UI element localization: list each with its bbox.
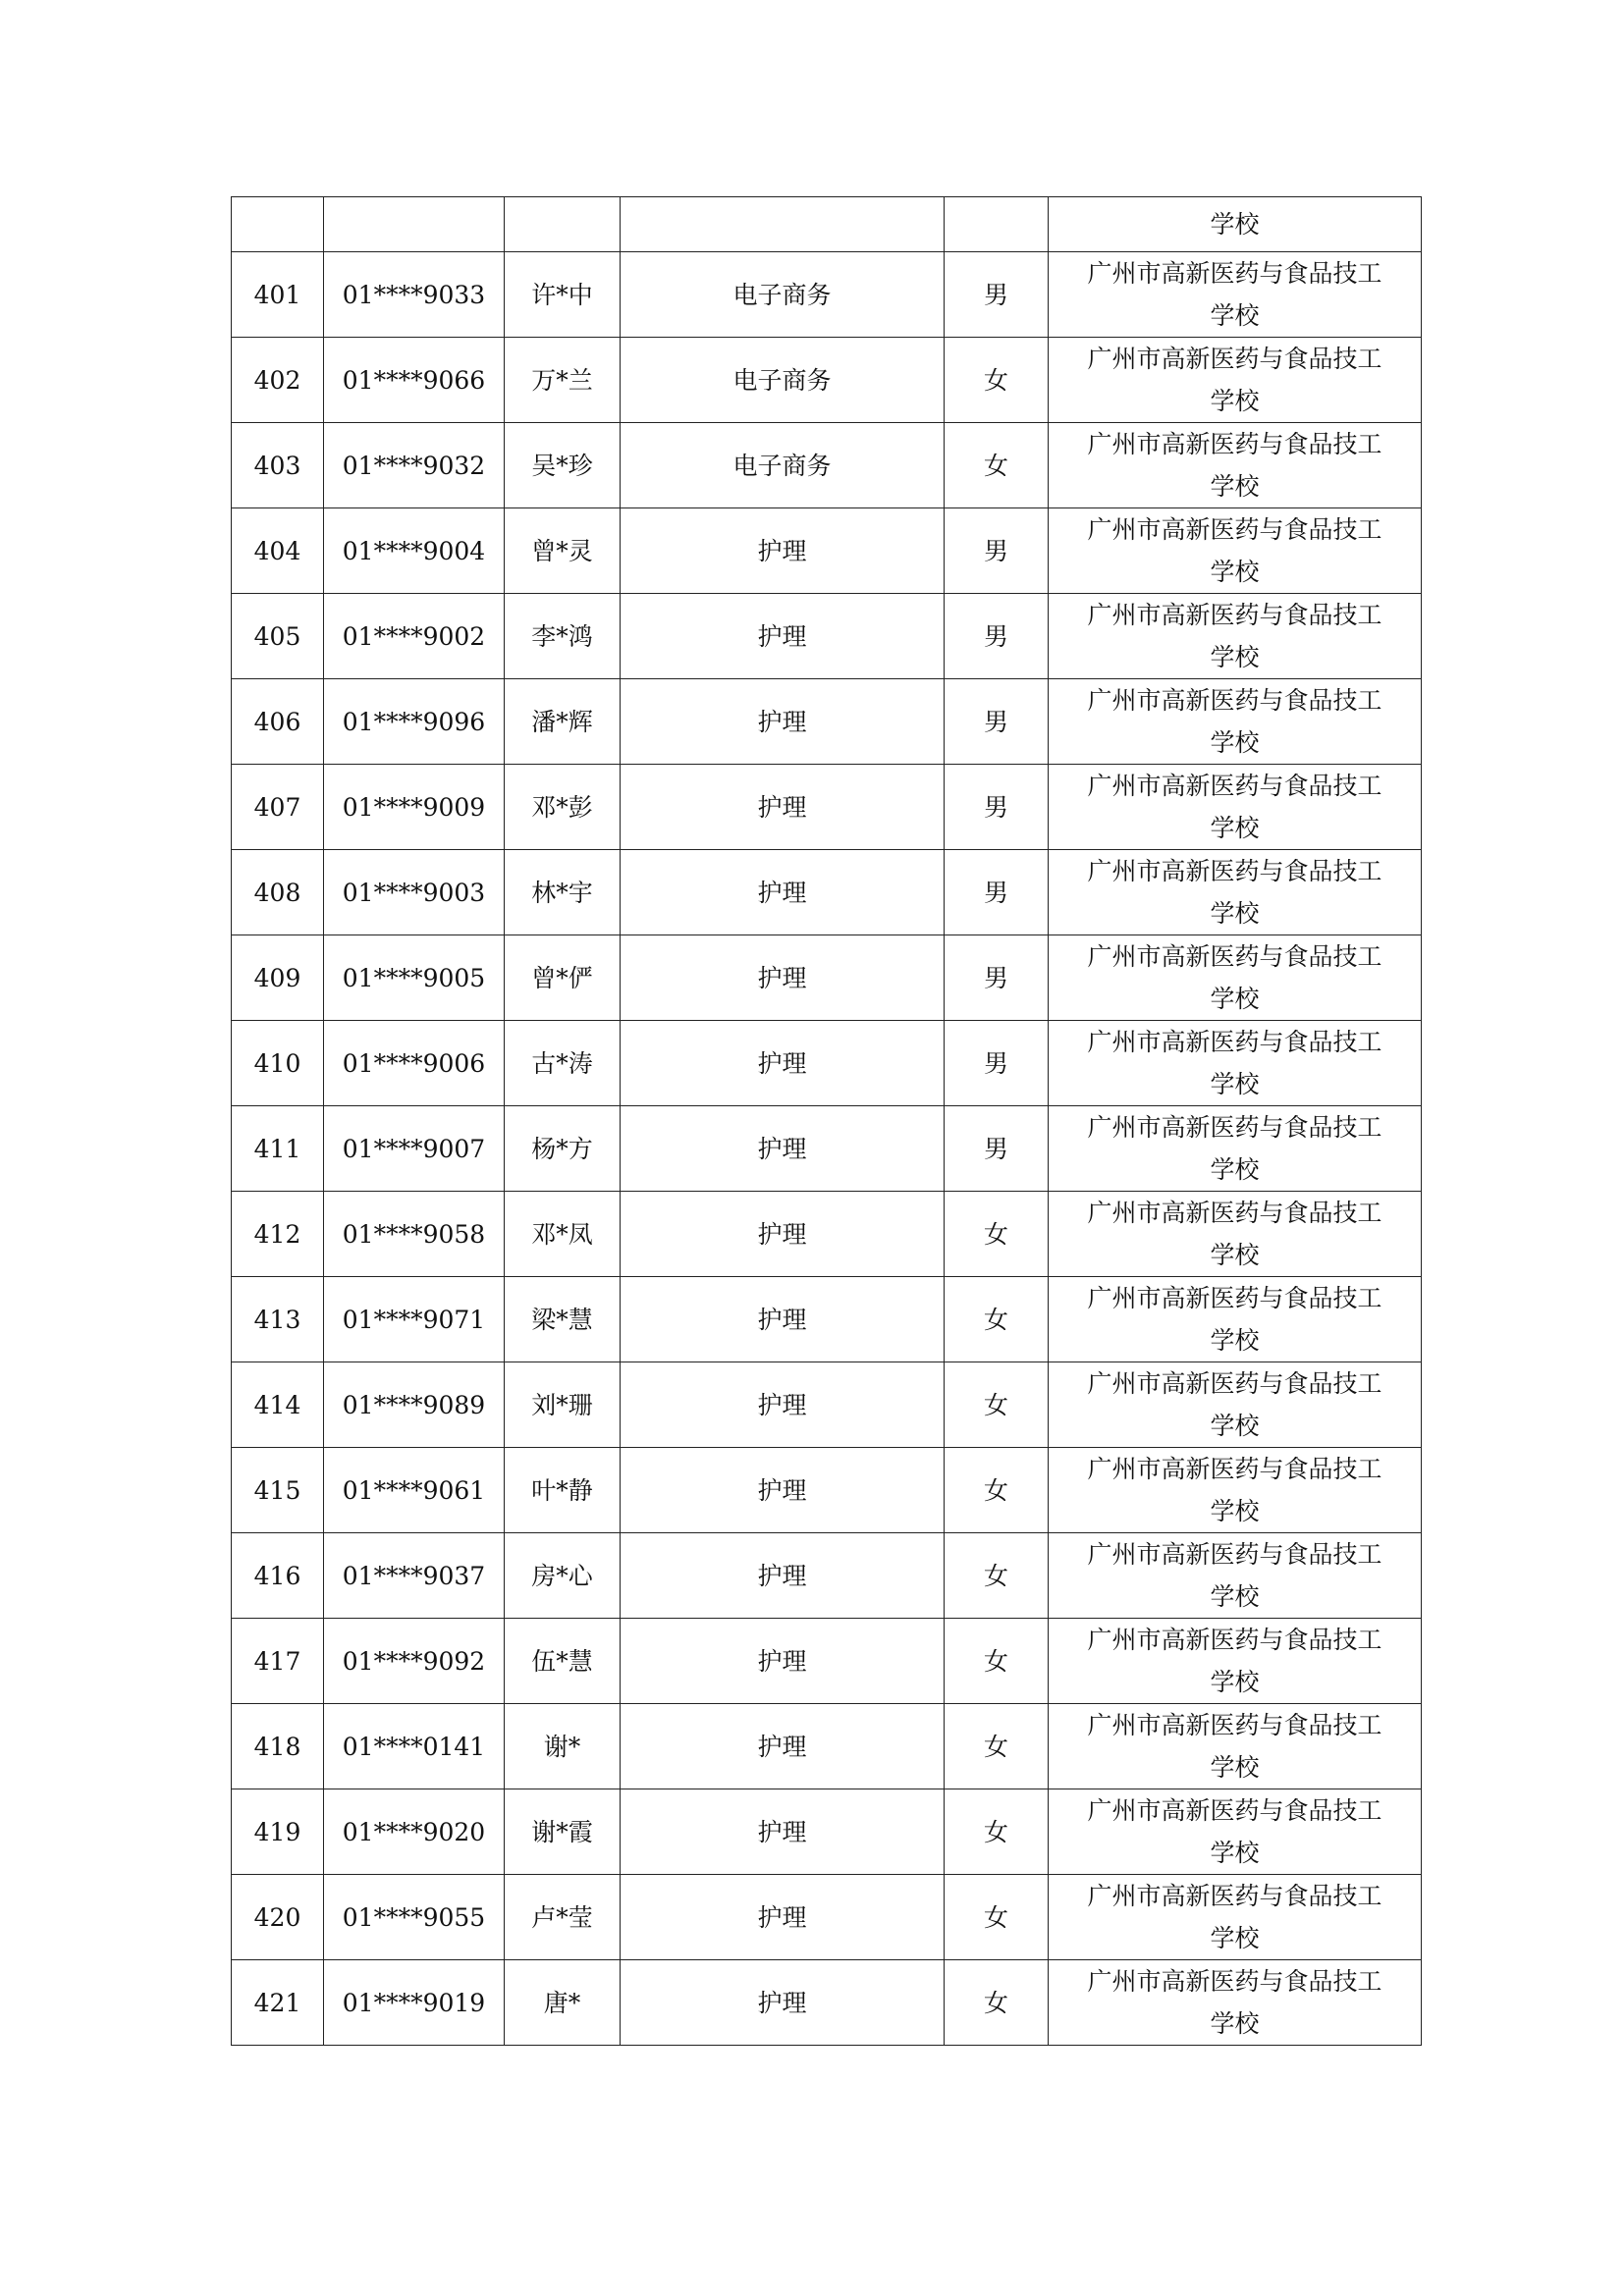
cell-major: 护理 — [621, 594, 945, 679]
cell-no: 421 — [232, 1960, 324, 2046]
cell-id: 01****9092 — [324, 1619, 505, 1704]
cell-name: 谢*霞 — [505, 1789, 621, 1875]
cell-gender: 女 — [945, 1875, 1049, 1960]
school-line-1: 广州市高新医药与食品技工 — [1087, 1028, 1382, 1056]
cell-major: 护理 — [621, 1277, 945, 1362]
school-line-1: 广州市高新医药与食品技工 — [1087, 1455, 1382, 1483]
cell-name: 伍*慧 — [505, 1619, 621, 1704]
cell-major: 护理 — [621, 1106, 945, 1192]
school-line-2: 学校 — [1210, 558, 1260, 586]
school-line-2: 学校 — [1210, 2009, 1260, 2038]
cell-name — [505, 197, 621, 252]
cell-school — [1049, 338, 1422, 423]
cell-name: 吴*珍 — [505, 423, 621, 508]
cell-name: 邓*凤 — [505, 1192, 621, 1277]
cell-id: 01****9061 — [324, 1448, 505, 1533]
cell-major: 电子商务 — [621, 252, 945, 338]
cell-gender: 男 — [945, 1021, 1049, 1106]
cell-gender: 女 — [945, 1277, 1049, 1362]
cell-no: 408 — [232, 850, 324, 935]
table-row — [232, 338, 1422, 423]
cell-gender: 男 — [945, 508, 1049, 594]
cell-school — [1049, 1277, 1422, 1362]
cell-school — [1049, 508, 1422, 594]
school-line-1: 广州市高新医药与食品技工 — [1087, 345, 1382, 373]
school-line-1: 广州市高新医药与食品技工 — [1087, 601, 1382, 629]
school-line-1: 广州市高新医药与食品技工 — [1087, 1540, 1382, 1569]
table-row — [232, 1789, 1422, 1875]
cell-id: 01****0141 — [324, 1704, 505, 1789]
cell-id: 01****9019 — [324, 1960, 505, 2046]
cell-no: 416 — [232, 1533, 324, 1619]
cell-no: 411 — [232, 1106, 324, 1192]
school-line-2: 学校 — [1210, 301, 1260, 330]
table-row-continued — [232, 197, 1422, 252]
school-line-1: 广州市高新医药与食品技工 — [1087, 1284, 1382, 1312]
cell-gender: 女 — [945, 1448, 1049, 1533]
cell-major: 护理 — [621, 1533, 945, 1619]
cell-gender: 男 — [945, 1106, 1049, 1192]
table-row — [232, 1960, 1422, 2046]
cell-major: 电子商务 — [621, 423, 945, 508]
cell-school — [1049, 1448, 1422, 1533]
cell-major: 护理 — [621, 1875, 945, 1960]
cell-id: 01****9032 — [324, 423, 505, 508]
table-row — [232, 1619, 1422, 1704]
table-row — [232, 765, 1422, 850]
cell-major: 护理 — [621, 850, 945, 935]
cell-school — [1049, 679, 1422, 765]
cell-no: 412 — [232, 1192, 324, 1277]
cell-major: 护理 — [621, 935, 945, 1021]
cell-no: 401 — [232, 252, 324, 338]
cell-major: 护理 — [621, 1362, 945, 1448]
cell-school — [1049, 850, 1422, 935]
school-line-2: 学校 — [1210, 1753, 1260, 1782]
cell-school — [1049, 1875, 1422, 1960]
cell-no: 414 — [232, 1362, 324, 1448]
school-line-2: 学校 — [1210, 1924, 1260, 1952]
cell-major: 护理 — [621, 679, 945, 765]
table-row — [232, 1704, 1422, 1789]
cell-no: 410 — [232, 1021, 324, 1106]
cell-id: 01****9071 — [324, 1277, 505, 1362]
cell-no: 418 — [232, 1704, 324, 1789]
cell-name: 叶*静 — [505, 1448, 621, 1533]
cell-id: 01****9005 — [324, 935, 505, 1021]
table-row — [232, 594, 1422, 679]
school-line-2: 学校 — [1210, 643, 1260, 671]
cell-id: 01****9002 — [324, 594, 505, 679]
school-line-2: 学校 — [1210, 1241, 1260, 1269]
table-row — [232, 423, 1422, 508]
school-line-1: 广州市高新医药与食品技工 — [1087, 1796, 1382, 1825]
cell-no: 419 — [232, 1789, 324, 1875]
school-line-1: 广州市高新医药与食品技工 — [1087, 430, 1382, 458]
cell-name: 刘*珊 — [505, 1362, 621, 1448]
cell-major: 护理 — [621, 1448, 945, 1533]
cell-no: 407 — [232, 765, 324, 850]
cell-school — [1049, 1960, 1422, 2046]
cell-id: 01****9033 — [324, 252, 505, 338]
cell-name: 卢*莹 — [505, 1875, 621, 1960]
cell-gender: 男 — [945, 765, 1049, 850]
cell-major: 护理 — [621, 1789, 945, 1875]
cell-id: 01****9037 — [324, 1533, 505, 1619]
table-row — [232, 1362, 1422, 1448]
school-line-1: 广州市高新医药与食品技工 — [1087, 1967, 1382, 1996]
cell-name: 唐* — [505, 1960, 621, 2046]
cell-no: 413 — [232, 1277, 324, 1362]
cell-no: 405 — [232, 594, 324, 679]
cell-gender: 女 — [945, 1704, 1049, 1789]
cell-major — [621, 197, 945, 252]
table-row — [232, 252, 1422, 338]
table-row — [232, 935, 1422, 1021]
cell-school — [1049, 1192, 1422, 1277]
cell-school — [1049, 1021, 1422, 1106]
school-line-1: 广州市高新医药与食品技工 — [1087, 772, 1382, 800]
cell-gender: 男 — [945, 850, 1049, 935]
school-line-1: 广州市高新医药与食品技工 — [1087, 1199, 1382, 1227]
cell-school — [1049, 1704, 1422, 1789]
cell-name: 杨*方 — [505, 1106, 621, 1192]
school-line-2: 学校 — [1210, 1582, 1260, 1611]
cell-name: 李*鸿 — [505, 594, 621, 679]
cell-major: 护理 — [621, 1021, 945, 1106]
cell-school — [1049, 1362, 1422, 1448]
school-line-2: 学校 — [1210, 1155, 1260, 1184]
table-row — [232, 1875, 1422, 1960]
school-line-2: 学校 — [1210, 985, 1260, 1013]
cell-no — [232, 197, 324, 252]
school-line-1: 广州市高新医药与食品技工 — [1087, 515, 1382, 544]
cell-no: 415 — [232, 1448, 324, 1533]
cell-gender: 女 — [945, 338, 1049, 423]
student-table — [231, 196, 1422, 2046]
cell-id — [324, 197, 505, 252]
cell-name: 曾*灵 — [505, 508, 621, 594]
cell-id: 01****9009 — [324, 765, 505, 850]
cell-no: 402 — [232, 338, 324, 423]
cell-gender: 男 — [945, 594, 1049, 679]
school-line-2: 学校 — [1210, 1412, 1260, 1440]
school-line-2: 学校 — [1210, 1668, 1260, 1696]
cell-id: 01****9020 — [324, 1789, 505, 1875]
cell-school — [1049, 1789, 1422, 1875]
cell-gender: 女 — [945, 1362, 1049, 1448]
table-row — [232, 508, 1422, 594]
school-line-2: 学校 — [1210, 899, 1260, 928]
cell-id: 01****9004 — [324, 508, 505, 594]
school-line-1: 广州市高新医药与食品技工 — [1087, 686, 1382, 715]
cell-gender: 女 — [945, 1789, 1049, 1875]
cell-major: 护理 — [621, 1192, 945, 1277]
cell-id: 01****9058 — [324, 1192, 505, 1277]
cell-no: 406 — [232, 679, 324, 765]
cell-name: 万*兰 — [505, 338, 621, 423]
cell-school — [1049, 1619, 1422, 1704]
cell-major: 护理 — [621, 508, 945, 594]
cell-gender: 女 — [945, 1533, 1049, 1619]
table-row — [232, 1192, 1422, 1277]
cell-gender: 女 — [945, 423, 1049, 508]
cell-major: 护理 — [621, 1960, 945, 2046]
cell-name: 房*心 — [505, 1533, 621, 1619]
school-line-2: 学校 — [1210, 472, 1260, 501]
cell-major: 护理 — [621, 765, 945, 850]
cell-id: 01****9096 — [324, 679, 505, 765]
cell-name: 潘*辉 — [505, 679, 621, 765]
cell-school — [1049, 1533, 1422, 1619]
cell-name: 许*中 — [505, 252, 621, 338]
cell-name: 谢* — [505, 1704, 621, 1789]
cell-school — [1049, 252, 1422, 338]
cell-major: 护理 — [621, 1619, 945, 1704]
cell-name: 古*涛 — [505, 1021, 621, 1106]
cell-school — [1049, 1106, 1422, 1192]
school-line-1: 广州市高新医药与食品技工 — [1087, 259, 1382, 288]
cell-id: 01****9055 — [324, 1875, 505, 1960]
school-line-2: 学校 — [1210, 387, 1260, 415]
school-line-2: 学校 — [1210, 814, 1260, 842]
cell-major: 电子商务 — [621, 338, 945, 423]
school-line-2: 学校 — [1210, 1070, 1260, 1098]
table-row — [232, 1106, 1422, 1192]
cell-no: 404 — [232, 508, 324, 594]
school-line-2: 学校 — [1210, 1839, 1260, 1867]
school-line-1: 广州市高新医药与食品技工 — [1087, 1882, 1382, 1910]
cell-gender: 女 — [945, 1192, 1049, 1277]
cell-id: 01****9006 — [324, 1021, 505, 1106]
cell-no: 417 — [232, 1619, 324, 1704]
school-line-1: 广州市高新医药与食品技工 — [1087, 1369, 1382, 1398]
table-row — [232, 1021, 1422, 1106]
cell-school — [1049, 594, 1422, 679]
table-row — [232, 850, 1422, 935]
table-row — [232, 1533, 1422, 1619]
cell-school — [1049, 423, 1422, 508]
cell-id: 01****9089 — [324, 1362, 505, 1448]
school-line-2: 学校 — [1210, 1497, 1260, 1525]
table-row — [232, 679, 1422, 765]
cell-name: 林*宇 — [505, 850, 621, 935]
cell-id: 01****9007 — [324, 1106, 505, 1192]
cell-school — [1049, 935, 1422, 1021]
cell-gender: 男 — [945, 252, 1049, 338]
school-line-1: 广州市高新医药与食品技工 — [1087, 1711, 1382, 1739]
cell-school: 学校 — [1049, 197, 1422, 252]
cell-id: 01****9066 — [324, 338, 505, 423]
cell-gender — [945, 197, 1049, 252]
cell-name: 梁*慧 — [505, 1277, 621, 1362]
cell-name: 邓*彭 — [505, 765, 621, 850]
table-row — [232, 1277, 1422, 1362]
table-row — [232, 1448, 1422, 1533]
cell-no: 403 — [232, 423, 324, 508]
cell-major: 护理 — [621, 1704, 945, 1789]
cell-gender: 女 — [945, 1960, 1049, 2046]
school-line-1: 广州市高新医药与食品技工 — [1087, 1113, 1382, 1142]
cell-id: 01****9003 — [324, 850, 505, 935]
school-line-1: 广州市高新医药与食品技工 — [1087, 942, 1382, 971]
school-line-2: 学校 — [1210, 1326, 1260, 1355]
cell-name: 曾*俨 — [505, 935, 621, 1021]
school-line-1: 广州市高新医药与食品技工 — [1087, 1626, 1382, 1654]
school-line-1: 广州市高新医药与食品技工 — [1087, 857, 1382, 885]
cell-school — [1049, 765, 1422, 850]
cell-gender: 男 — [945, 679, 1049, 765]
cell-no: 420 — [232, 1875, 324, 1960]
cell-gender: 男 — [945, 935, 1049, 1021]
cell-gender: 女 — [945, 1619, 1049, 1704]
cell-no: 409 — [232, 935, 324, 1021]
school-line-2: 学校 — [1210, 728, 1260, 757]
